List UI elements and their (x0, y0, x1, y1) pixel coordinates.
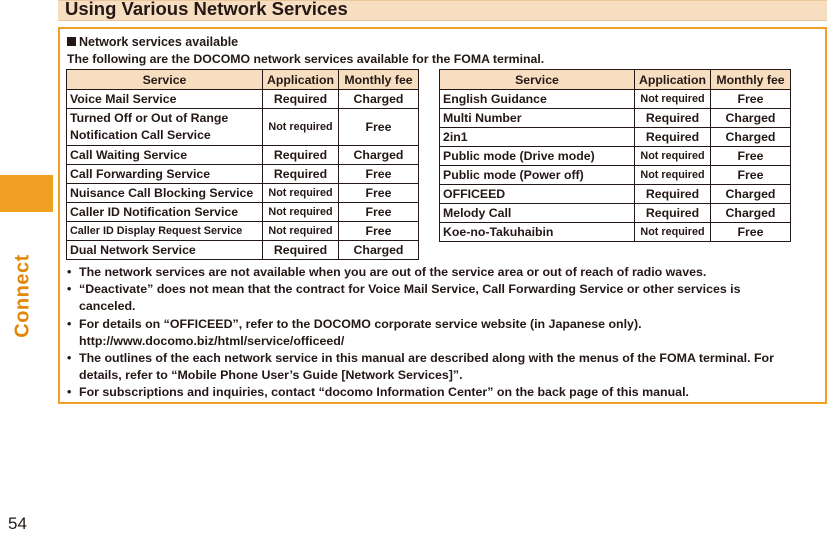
application-value: Required (635, 128, 711, 147)
column-header-fee: Monthly fee (339, 70, 419, 90)
service-name: Voice Mail Service (67, 90, 263, 109)
service-name: English Guidance (440, 90, 635, 109)
services-table-right (439, 69, 791, 242)
service-name: Turned Off or Out of Range Notification Call Service (67, 109, 263, 146)
fee-value: Free (711, 166, 791, 185)
column-header-fee: Monthly fee (711, 70, 791, 90)
application-value: Required (635, 185, 711, 204)
application-value: Required (635, 109, 711, 128)
page-title: Using Various Network Services (65, 0, 348, 19)
service-name: Nuisance Call Blocking Service (67, 184, 263, 203)
note-text: “Deactivate” does not mean that the contract for Voice Mail Service, Call Forwarding Service or other services is canceled. (79, 282, 741, 314)
bullet-icon: • (67, 265, 72, 279)
bullet-icon: • (67, 385, 72, 400)
fee-value: Charged (339, 241, 419, 260)
fee-value: Charged (711, 185, 791, 204)
service-name: Koe-no-Takuhaibin (440, 223, 635, 242)
table-row (440, 147, 791, 166)
fee-value: Free (339, 222, 419, 241)
fee-value: Free (339, 165, 419, 184)
square-bullet-icon (67, 37, 76, 46)
service-name: Call Waiting Service (67, 146, 263, 165)
application-value: Not required (635, 166, 711, 185)
fee-value: Free (711, 147, 791, 166)
service-name: Public mode (Power off) (440, 166, 635, 185)
fee-value: Free (711, 223, 791, 242)
fee-value: Charged (339, 146, 419, 165)
table-row (67, 222, 419, 241)
intro-text: The following are the DOCOMO network services available for the FOMA terminal. (67, 52, 545, 66)
service-name: Multi Number (440, 109, 635, 128)
table-row (440, 166, 791, 185)
section-label: Connect (11, 254, 34, 338)
list-item (66, 350, 786, 384)
application-value: Not required (263, 109, 339, 146)
table-row (67, 203, 419, 222)
fee-value: Free (339, 184, 419, 203)
services-table-left (66, 69, 419, 260)
application-value: Not required (263, 222, 339, 241)
service-name: Caller ID Notification Service (67, 203, 263, 222)
table-row (67, 241, 419, 260)
service-name: Caller ID Display Request Service (67, 222, 263, 241)
bullet-icon: • (67, 316, 72, 331)
column-header-service: Service (440, 70, 635, 90)
column-header-application: Application (635, 70, 711, 90)
list-item (66, 264, 786, 281)
table-header-row (440, 70, 791, 90)
application-value: Not required (263, 203, 339, 222)
application-value: Not required (635, 223, 711, 242)
application-value: Not required (263, 184, 339, 203)
service-name: Melody Call (440, 204, 635, 223)
column-header-service: Service (67, 70, 263, 90)
fee-value: Charged (711, 204, 791, 223)
table-row (67, 146, 419, 165)
list-item (66, 281, 786, 315)
service-name: 2in1 (440, 128, 635, 147)
table-header-row (67, 70, 419, 90)
column-header-application: Application (263, 70, 339, 90)
list-item (66, 384, 786, 401)
note-text: The outlines of the each network service in this manual are described along with the menus of the FOMA terminal. For details, refer to “Mobile Phone User’s Guide [Network Services]”. (79, 351, 774, 383)
note-text: For subscriptions and inquiries, contact “docomo Information Center” on the back page of this manual. (79, 385, 689, 400)
application-value: Required (263, 146, 339, 165)
table-row (67, 90, 419, 109)
service-name: Call Forwarding Service (67, 165, 263, 184)
section-heading-text: Network services available (79, 35, 239, 49)
page-number: 54 (8, 514, 27, 533)
service-name: Dual Network Service (67, 241, 263, 260)
fee-value: Charged (339, 90, 419, 109)
note-text: The network services are not available when you are out of the service area or out of reach of radio waves. (79, 265, 707, 279)
application-value: Required (263, 90, 339, 109)
officeed-url[interactable]: http://www.docomo.biz/html/service/officeed/ (79, 333, 345, 348)
table-row (67, 109, 419, 146)
section-tab (0, 175, 53, 212)
title-bar (58, 0, 827, 21)
list-item (66, 316, 786, 350)
table-row (67, 184, 419, 203)
fee-value: Free (339, 109, 419, 146)
table-row (440, 223, 791, 242)
application-value: Required (263, 241, 339, 260)
table-row (67, 165, 419, 184)
application-value: Required (635, 204, 711, 223)
application-value: Not required (635, 147, 711, 166)
service-name: OFFICEED (440, 185, 635, 204)
bullet-icon: • (67, 282, 72, 297)
table-row (440, 109, 791, 128)
note-text: For details on “OFFICEED”, refer to the DOCOMO corporate service website (in Japanese only). (79, 316, 642, 331)
table-row (440, 128, 791, 147)
fee-value: Charged (711, 128, 791, 147)
fee-value: Charged (711, 109, 791, 128)
section-heading (67, 35, 238, 49)
table-row (440, 204, 791, 223)
notes-list (66, 264, 786, 402)
application-value: Required (263, 165, 339, 184)
content-box (58, 27, 827, 404)
table-row (440, 90, 791, 109)
bullet-icon: • (67, 351, 72, 366)
fee-value: Free (711, 90, 791, 109)
application-value: Not required (635, 90, 711, 109)
fee-value: Free (339, 203, 419, 222)
table-row (440, 185, 791, 204)
service-name: Public mode (Drive mode) (440, 147, 635, 166)
